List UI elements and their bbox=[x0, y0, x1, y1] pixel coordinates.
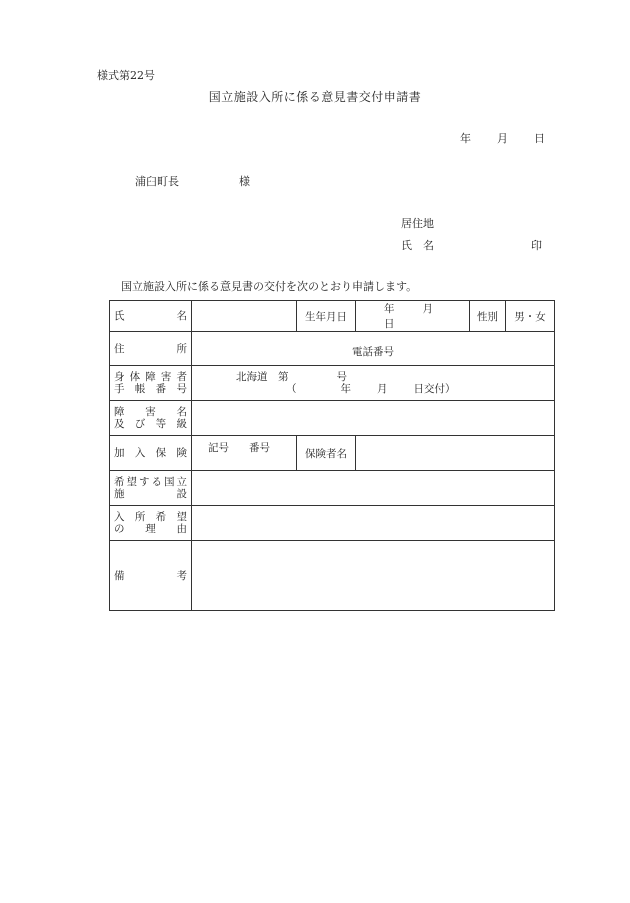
dob-label: 生年月日 bbox=[297, 301, 356, 332]
gender-options[interactable]: 男・女 bbox=[506, 301, 555, 332]
dob-month-label: 月 bbox=[422, 303, 433, 315]
applicant-name-label: 氏 名 bbox=[401, 239, 434, 252]
certificate-year-label: 年 bbox=[340, 383, 351, 395]
row-remarks bbox=[110, 541, 555, 611]
certificate-label: 身体障害者 手帳番号 bbox=[110, 366, 192, 401]
facility-label: 希望する国立 施設 bbox=[110, 471, 192, 506]
certificate-month-label: 月 bbox=[377, 383, 388, 395]
remarks-label: 備 考 bbox=[110, 541, 192, 611]
row-reason bbox=[110, 506, 555, 541]
row-facility bbox=[110, 471, 555, 506]
dob-day-label: 日 bbox=[384, 318, 395, 330]
dob-year-label: 年 bbox=[384, 303, 395, 315]
insurance-label: 加入保険 bbox=[110, 436, 192, 471]
form-number: 様式第22号 bbox=[97, 69, 155, 82]
name-field[interactable] bbox=[192, 301, 297, 332]
application-form-table bbox=[109, 300, 555, 611]
seal-mark: 印 bbox=[531, 239, 542, 252]
row-disability-certificate bbox=[110, 366, 555, 401]
remarks-field[interactable] bbox=[192, 541, 555, 611]
insurance-symbol-label: 記号 bbox=[208, 442, 229, 454]
insurer-field[interactable] bbox=[356, 436, 555, 471]
disability-label: 障害名 及び等級 bbox=[110, 401, 192, 436]
name-label: 氏 名 bbox=[110, 301, 192, 332]
date-year-label: 年 bbox=[460, 132, 471, 145]
certificate-prefecture: 北海道 第 bbox=[236, 371, 289, 383]
certificate-paren: （ bbox=[286, 383, 297, 395]
applicant-address-label: 居住地 bbox=[401, 217, 434, 230]
insurance-number-label: 番号 bbox=[249, 442, 270, 454]
row-insurance bbox=[110, 436, 555, 471]
phone-label: 電話番号 bbox=[352, 346, 394, 358]
reason-field[interactable] bbox=[192, 506, 555, 541]
insurance-symbol-number-field[interactable] bbox=[192, 436, 297, 471]
application-date bbox=[460, 130, 545, 146]
addressee-name: 浦臼町長 bbox=[135, 175, 179, 188]
date-day-label: 日 bbox=[534, 132, 545, 145]
intro-text: 国立施設入所に係る意見書の交付を次のとおり申請します。 bbox=[121, 280, 418, 293]
certificate-issued-label: 日交付） bbox=[413, 383, 456, 395]
certificate-number-label: 号 bbox=[336, 371, 347, 383]
dob-field[interactable] bbox=[356, 301, 470, 332]
address-field[interactable] bbox=[192, 332, 555, 366]
row-name bbox=[110, 301, 555, 332]
disability-field[interactable] bbox=[192, 401, 555, 436]
row-address bbox=[110, 332, 555, 366]
addressee bbox=[135, 173, 250, 189]
certificate-field[interactable] bbox=[192, 366, 555, 401]
facility-field[interactable] bbox=[192, 471, 555, 506]
row-disability-name bbox=[110, 401, 555, 436]
page-title: 国立施設入所に係る意見書交付申請書 bbox=[208, 90, 422, 104]
reason-label: 入所希望 の理由 bbox=[110, 506, 192, 541]
addressee-honorific: 様 bbox=[239, 175, 250, 188]
gender-label: 性別 bbox=[470, 301, 506, 332]
address-label: 住 所 bbox=[110, 332, 192, 366]
insurer-label: 保険者名 bbox=[297, 436, 356, 471]
date-month-label: 月 bbox=[497, 132, 508, 145]
